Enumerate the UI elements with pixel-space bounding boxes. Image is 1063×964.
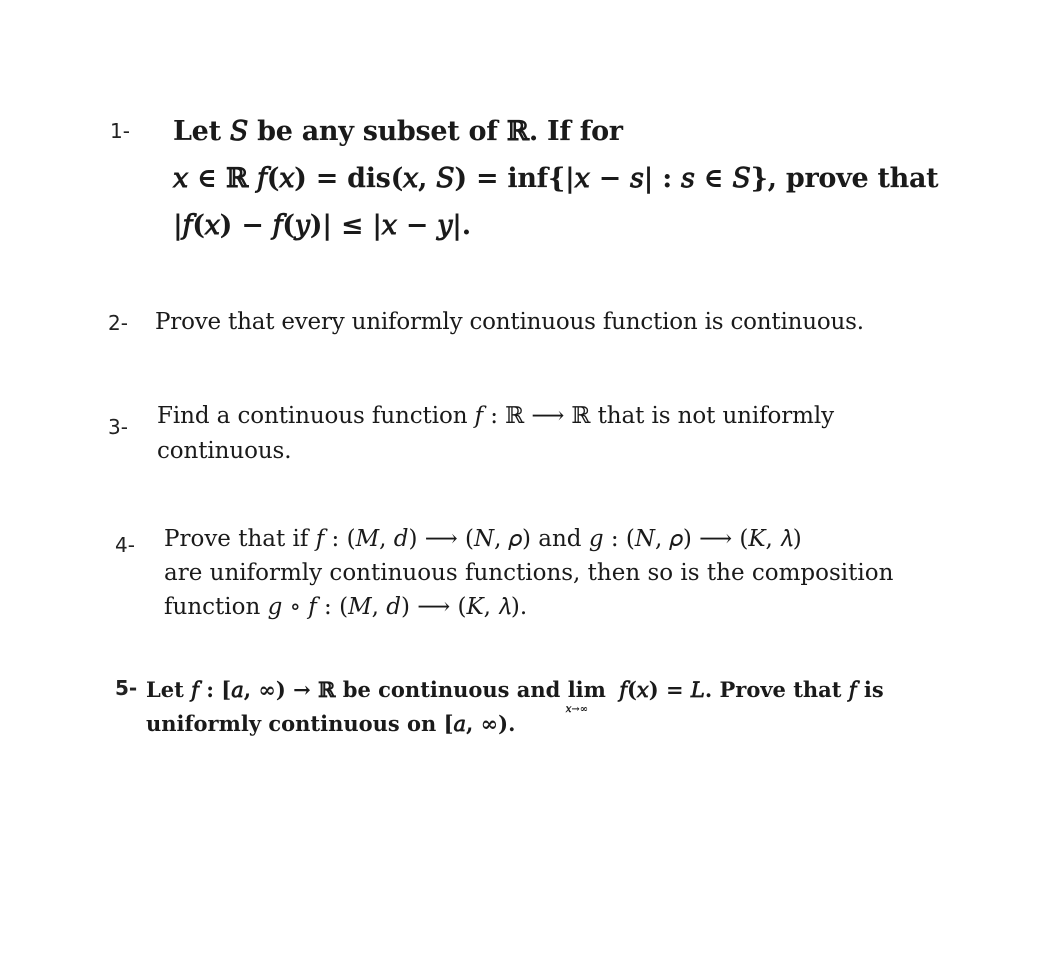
problem-5-line-1-start: Let 𝑓 : [𝑎, ∞) → ℝ be continuous and	[146, 677, 561, 702]
problem-5-line-2: uniformly continuous on [𝑎, ∞).	[146, 711, 516, 736]
problem-number-4: 4-	[115, 533, 135, 557]
problem-5-line-1	[146, 673, 884, 715]
problem-3-line-2: continuous.	[157, 438, 292, 464]
problem-5	[146, 673, 884, 741]
problem-4-line-1: Prove that if 𝑓 : (𝑀, 𝑑) ⟶ (𝑁, 𝜌) and 𝑔 : (𝑁, 𝜌) ⟶ (𝐾, 𝜆)	[164, 526, 802, 552]
problem-1	[173, 108, 938, 249]
problem-4-line-2: are uniformly continuous functions, then so is the composition	[164, 560, 894, 586]
problem-5-line-1-end: 𝑓(𝑥) = 𝐿. Prove that 𝑓 is	[619, 677, 884, 702]
problem-number-3: 3-	[108, 415, 128, 439]
problem-4-line-3: function 𝑔 ∘ 𝑓 : (𝑀, 𝑑) ⟶ (𝐾, 𝜆).	[164, 594, 528, 620]
limit-operator	[565, 673, 606, 715]
limit-word: lim	[567, 677, 606, 702]
problem-1-line-1: Let 𝑆 be any subset of ℝ. If for	[173, 116, 623, 147]
problem-number-2: 2-	[108, 311, 128, 335]
problem-2	[155, 305, 864, 339]
problem-2-line-1: Prove that every uniformly continuous function is continuous.	[155, 309, 864, 335]
problem-1-line-3: |𝑓(𝑥) − 𝑓(𝑦)| ≤ |𝑥 − 𝑦|.	[173, 210, 471, 241]
problem-1-line-2: 𝑥 ∈ ℝ 𝑓(𝑥) = dis(𝑥, 𝑆) = inf{|𝑥 − 𝑠| : 𝑠 ∈ 𝑆}, prove that	[173, 163, 939, 194]
problem-4	[164, 522, 893, 624]
limit-subscript: 𝑥→∞	[565, 704, 589, 715]
problem-3-line-1: Find a continuous function 𝑓 : ℝ ⟶ ℝ that is not uniformly	[157, 403, 835, 429]
problem-number-5: 5-	[115, 676, 138, 700]
problem-number-1: 1-	[110, 119, 130, 143]
problem-3	[157, 399, 834, 469]
